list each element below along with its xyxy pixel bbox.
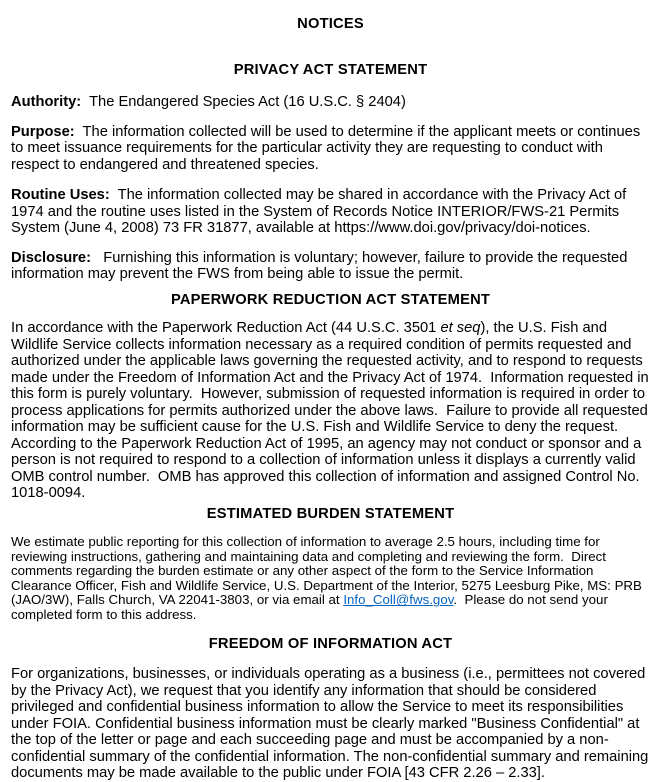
- authority-paragraph: [11, 94, 650, 111]
- email-link[interactable]: Info_Coll@fws.gov: [343, 592, 454, 608]
- estimated-burden-paragraph: [11, 535, 650, 623]
- disclosure-label: Disclosure:: [11, 249, 91, 266]
- paperwork-reduction-paragraph: [11, 320, 653, 502]
- authority-label: Authority:: [11, 94, 82, 110]
- routine-uses-paragraph: [11, 187, 650, 237]
- routine-uses-label: Routine Uses:: [11, 187, 110, 203]
- paperwork-reduction-heading: PAPERWORK REDUCTION ACT STATEMENT: [170, 291, 491, 308]
- foia-paragraph: For organizations, businesses, or individuals operating as a business (i.e., permittees not covered by the Privacy Act), we request that you identify any information that should be considered privileged and confidential business information to allow the Service to meet its responsibilities under FOIA. Confidential business information must be clearly marked "Business Confidential" at the top of the letter or page and each succeeding page and must be accompanied by a non-confidential summary of the confidential information. The non-confidential summary and remaining documents may be made available to the public under FOIA [43 CFR 2.26 – 2.33].: [11, 666, 653, 782]
- routine-uses-text: The information collected may be shared in accordance with the Privacy Act of 1974 and the routine uses listed in the System of Records Notice INTERIOR/FWS-21 Permits System (June 4, 2008) 73 FR 31877, available at https://www.doi.gov/privacy/doi-notices.: [11, 187, 631, 236]
- purpose-label: Purpose:: [11, 123, 75, 140]
- page-title: NOTICES: [297, 16, 364, 32]
- pra-text-after-italic: ), the U.S. Fish and Wildlife Service collects information necessary as a required condition of permits requested and authorized under the applicable laws governing the requested activity, and to respond to requests made under the Freedom of Information Act and the Privacy Act of 1974. Information requested in this form is purely voluntary. However, submission of requested information is required in order to process applications for permits authorized under the above laws. Failure to provide all requested information may be sufficient cause for the U.S. Fish and Wildlife Service to deny the request. According to the Paperwork Reduction Act of 1995, an agency may not conduct or sponsor and a person is not required to respond to a collection of information unless it displays a currently valid OMB control number. OMB has approved this collection of information and assigned Control No. 1018-0094.: [11, 320, 653, 501]
- disclosure-text: Furnishing this information is voluntary; however, failure to provide the requested information may prevent the FWS from being able to issue the permit.: [11, 249, 632, 282]
- pra-text-italic: et seq: [440, 320, 481, 336]
- pra-text-before-italic: In accordance with the Paperwork Reduction Act (44 U.S.C. 3501: [11, 320, 441, 336]
- purpose-paragraph: [11, 124, 650, 174]
- burden-text-after-link: . Please do not send your completed form to this address.: [11, 592, 612, 622]
- estimated-burden-heading: ESTIMATED BURDEN STATEMENT: [206, 505, 455, 522]
- burden-text-before-link: We estimate public reporting for this collection of information to average 2.5 hours, including time for reviewing instructions, gathering and maintaining data and completing and reviewing the form. Direct comments regarding the burden estimate or any other aspect of the form to the Service Information Clearance Officer, Fish and Wildlife Service, U.S. Department of the Interior, 5275 Leesburg Pike, MS: PRB (JAO/3W), Falls Church, VA 22041-3803, or via email at: [11, 534, 646, 608]
- foia-heading: FREEDOM OF INFORMATION ACT: [208, 635, 453, 652]
- authority-text: The Endangered Species Act (16 U.S.C. § 2404): [81, 94, 406, 110]
- purpose-text: The information collected will be used to determine if the applicant meets or continues to meet issuance requirements for the particular activity they are requesting to conduct with respect to endangered and threatened species.: [11, 123, 645, 173]
- privacy-act-heading: PRIVACY ACT STATEMENT: [233, 61, 428, 78]
- disclosure-paragraph: [11, 250, 650, 283]
